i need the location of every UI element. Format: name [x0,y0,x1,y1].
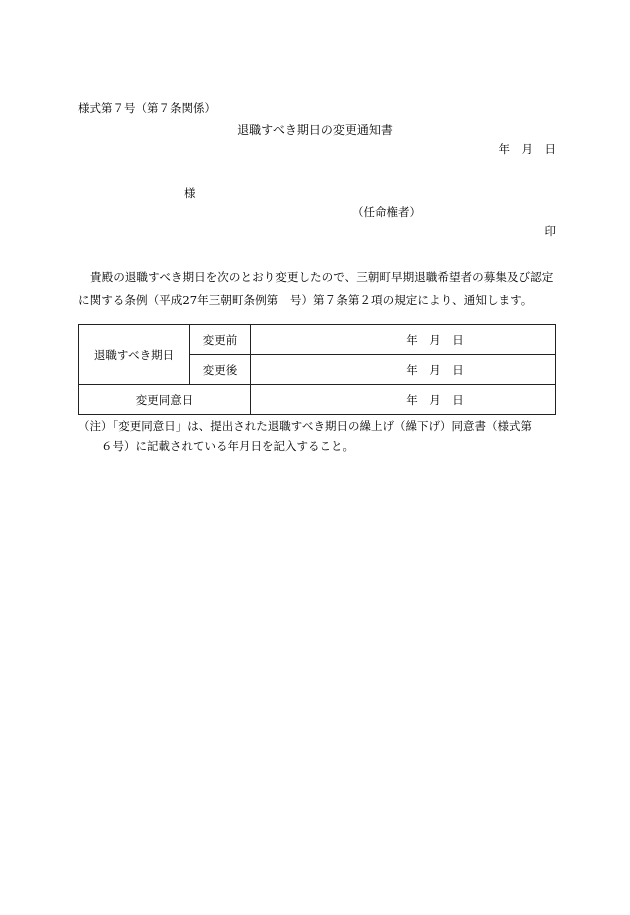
consent-date: 年 月 日 [406,392,464,407]
document-title: 退職すべき期日の変更通知書 [237,123,393,137]
after-change-date: 年 月 日 [406,362,464,377]
after-change-date-cell [251,355,556,385]
table-row [79,325,556,355]
appointing-authority: （任命権者） [352,205,421,219]
form-number: 様式第７号（第７条関係） [78,101,216,115]
issue-date: 年 月 日 [498,142,556,156]
before-change-date: 年 月 日 [406,332,464,347]
note-line-2: ６号）に記載されている年月日を記入すること。 [101,439,354,453]
table-row [79,385,556,415]
consent-date-label: 変更同意日 [79,385,251,415]
note-line-1: （注）「変更同意日」は、提出された退職すべき期日の繰上げ（繰下げ）同意書（様式第 [78,419,533,433]
seal-mark: 印 [544,224,556,238]
addressee-honorific: 様 [184,186,196,200]
retirement-date-label: 退職すべき期日 [79,325,190,385]
before-change-label: 変更前 [190,325,251,355]
change-table [78,324,556,415]
after-change-label: 変更後 [190,355,251,385]
body-paragraph: 貴殿の退職すべき期日を次のとおり変更したので、三朝町早期退職希望者の募集及び認定に関する条例（平成27年三朝町条例第 号）第７条第２項の規定により、通知します。 [78,270,554,307]
consent-date-cell [251,385,556,415]
before-change-date-cell [251,325,556,355]
